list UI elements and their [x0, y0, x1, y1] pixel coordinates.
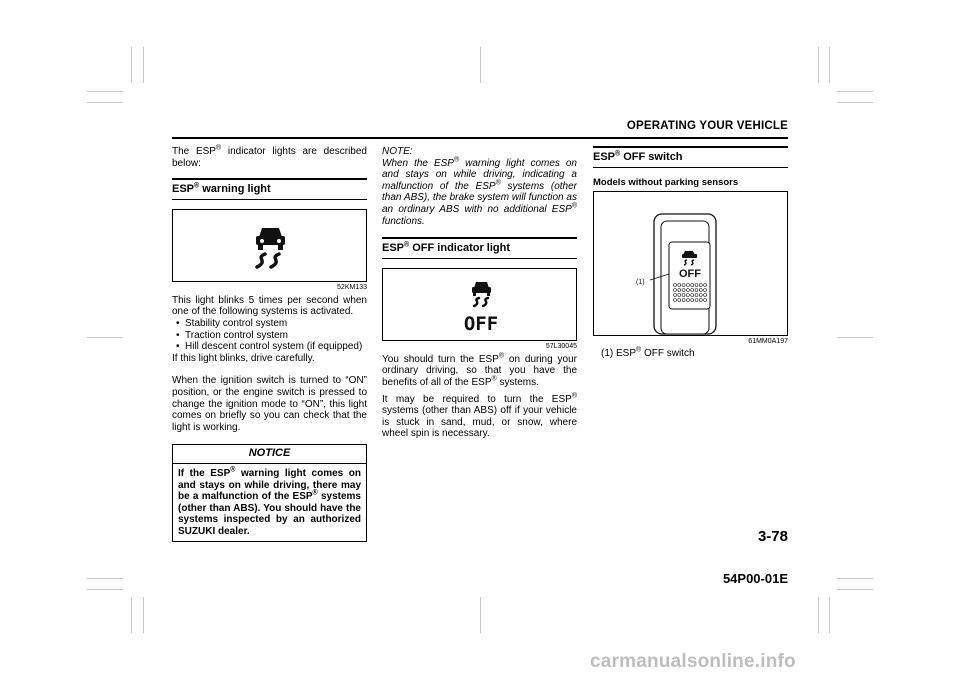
crop-mark: [143, 597, 144, 633]
registered-mark: ®: [453, 156, 460, 164]
column-2: [382, 146, 577, 440]
esp-off-icon: [383, 269, 576, 340]
body-text: systems (other than ABS) off if your vehicle is stuck in sand, mud, or snow, where wheel spin is necessary.: [382, 405, 577, 440]
blink-paragraph: This light blinks 5 times per second when one of the following systems is activated.: [172, 294, 367, 318]
crop-mark: [87, 91, 123, 92]
body-text: on during your ordinary driving, so that you have the benefits of all of the ESP: [382, 353, 577, 388]
crop-mark: [87, 102, 123, 103]
registered-mark: ®: [404, 241, 410, 249]
crop-mark: [818, 597, 819, 633]
crop-mark: [837, 337, 873, 338]
registered-mark: ®: [312, 489, 318, 497]
off-label: OFF: [463, 312, 499, 335]
systems-list: [172, 318, 367, 353]
crop-mark: [837, 589, 873, 590]
registered-mark: ®: [495, 179, 501, 187]
crop-mark: [131, 597, 132, 633]
notice-box: [172, 444, 367, 542]
esp-off-indicator-heading: [382, 237, 577, 259]
registered-mark: ®: [491, 375, 497, 383]
switch-off-label: OFF: [679, 268, 701, 281]
crop-mark: [837, 91, 873, 92]
heading-text-b: OFF indicator light: [409, 242, 511, 255]
notice-body: [173, 464, 366, 542]
crop-mark: [87, 337, 123, 338]
esp-warning-light-figure: [172, 209, 367, 282]
heading-text-a: ESP: [382, 242, 405, 255]
note-label: NOTE:: [382, 146, 413, 157]
switch-panel-illustration: [594, 192, 787, 335]
registered-mark: ®: [498, 352, 505, 360]
esp-off-switch-heading: [593, 146, 788, 168]
crop-mark: [87, 589, 123, 590]
column-3: [593, 146, 788, 360]
note-text: functions.: [382, 215, 425, 227]
crop-mark: [829, 597, 830, 633]
note-paragraph: [382, 158, 577, 228]
document-code: 54P00-01E: [722, 571, 788, 586]
figure-code: 61MM0A197: [748, 338, 788, 346]
registered-mark: ®: [636, 346, 642, 354]
crop-mark: [87, 578, 123, 579]
notice-text: systems (other than ABS). You should have the systems inspected by an authorized SUZUKI dealer.: [178, 491, 361, 537]
watermark: carmanualsonline.info: [590, 651, 796, 672]
turn-on-paragraph: [382, 354, 577, 389]
heading-text-a: ESP: [593, 151, 616, 163]
figure-caption: [593, 348, 788, 360]
body-text: You should turn the ESP: [382, 353, 499, 365]
note-text: When the ESP: [382, 157, 454, 169]
crop-mark: [480, 47, 481, 83]
crop-mark: [829, 47, 830, 83]
column-1: [172, 146, 367, 542]
notice-text: warning light comes on and stays on while driving, there may be a malfunction of the ESP: [178, 467, 361, 503]
crop-mark: [480, 597, 481, 633]
note-text: warning light comes on and stays on while driving, indicating a malfunction of the ESP: [382, 157, 577, 192]
list-item: • Traction control system: [176, 330, 367, 342]
drive-carefully-paragraph: If this light blinks, drive carefully.: [172, 352, 315, 364]
crop-mark: [131, 47, 132, 83]
crop-mark: [143, 47, 144, 83]
heading-text-a: ESP: [172, 183, 195, 196]
list-item: • Stability control system: [176, 318, 367, 330]
body-text: It may be required to turn the ESP: [382, 393, 572, 405]
page-number: 3-78: [757, 528, 788, 545]
ignition-paragraph: When the ignition switch is turned to “ON” position, or the engine switch is pressed to change the ignition mode to “ON”, this light comes on briefly so you can check that the light is working.: [172, 375, 367, 433]
turn-off-paragraph: [382, 394, 577, 440]
header-rule: [172, 137, 788, 139]
intro-text-b: indicator lights are described below:: [172, 146, 367, 169]
models-subheading: Models without parking sensors: [593, 176, 739, 188]
notice-text: If the ESP: [178, 467, 231, 479]
note-text: systems (other than ABS), the brake system will function as an ordinary ABS with no additional ESP: [382, 180, 577, 215]
crop-mark: [837, 102, 873, 103]
list-item: • Hill descent control system (if equipped): [176, 341, 367, 353]
caption-text: (1) ESP: [601, 348, 637, 360]
registered-mark: ®: [571, 202, 577, 210]
figure-code: 52KM133: [337, 283, 367, 291]
registered-mark: ®: [215, 144, 222, 152]
esp-off-switch-figure: [593, 191, 788, 336]
intro-text-a: The ESP: [172, 146, 216, 157]
esp-warning-light-heading: [172, 178, 367, 200]
intro-paragraph: [172, 146, 367, 169]
page-header-title: OPERATING YOUR VEHICLE: [626, 120, 788, 132]
crop-mark: [837, 578, 873, 579]
figure-code: 57L30045: [545, 342, 577, 350]
registered-mark: ®: [230, 466, 236, 474]
heading-text-b: OFF switch: [620, 151, 683, 163]
crop-mark: [818, 47, 819, 83]
body-text: systems.: [496, 376, 539, 388]
esp-off-indicator-figure: [382, 268, 577, 341]
registered-mark: ®: [194, 182, 200, 190]
heading-text-b: warning light: [199, 183, 271, 196]
skidding-car-icon: [173, 210, 366, 281]
registered-mark: ®: [615, 150, 621, 158]
callout-label: (1): [636, 279, 645, 287]
caption-text: OFF switch: [641, 348, 695, 360]
notice-title: NOTICE: [173, 445, 366, 464]
registered-mark: ®: [571, 392, 577, 400]
